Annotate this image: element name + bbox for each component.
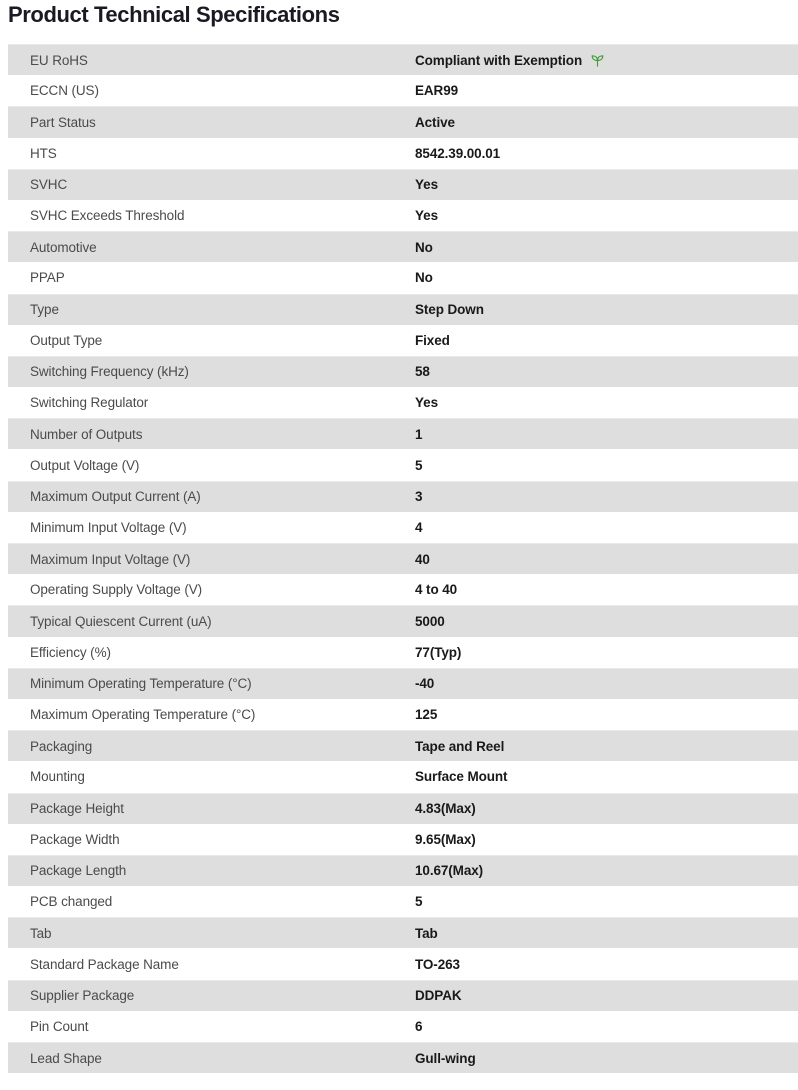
spec-label: Automotive xyxy=(30,239,97,255)
table-row xyxy=(8,1011,798,1042)
spec-value-text: EAR99 xyxy=(415,83,459,99)
spec-value xyxy=(415,552,798,567)
spec-value-text: Yes xyxy=(415,177,438,193)
spec-value-text: TO-263 xyxy=(415,956,460,972)
table-row xyxy=(8,730,798,761)
spec-label: PPAP xyxy=(30,270,65,286)
table-row xyxy=(8,481,798,512)
table-row xyxy=(8,262,798,293)
spec-value-text: 58 xyxy=(415,364,430,380)
spec-value-text: Active xyxy=(415,114,455,130)
spec-value-text: 5 xyxy=(415,894,423,910)
spec-value-text: 125 xyxy=(415,707,438,723)
spec-label: Supplier Package xyxy=(30,988,135,1004)
spec-value-text: Gull-wing xyxy=(415,1050,476,1066)
spec-value-text: 5000 xyxy=(415,613,445,629)
spec-value xyxy=(415,707,798,722)
table-row xyxy=(8,855,798,886)
spec-label: Switching Frequency (kHz) xyxy=(30,364,189,380)
spec-label: Tab xyxy=(30,925,52,941)
table-row xyxy=(8,699,798,730)
table-row xyxy=(8,356,798,387)
table-row xyxy=(8,574,798,605)
spec-value-text: 4 to 40 xyxy=(415,582,458,598)
spec-value xyxy=(415,302,798,317)
spec-value xyxy=(415,427,798,442)
spec-value xyxy=(415,83,798,98)
spec-label: Packaging xyxy=(30,738,93,754)
spec-value-text: 9.65(Max) xyxy=(415,831,476,847)
spec-label: Output Type xyxy=(30,332,103,348)
page-title: Product Technical Specifications xyxy=(8,2,340,27)
table-row xyxy=(8,169,798,200)
spec-value xyxy=(415,240,798,255)
spec-label: Operating Supply Voltage (V) xyxy=(30,582,203,598)
spec-value xyxy=(415,614,798,629)
spec-value xyxy=(415,270,798,285)
table-row xyxy=(8,886,798,917)
table-row xyxy=(8,543,798,574)
spec-value xyxy=(415,364,798,379)
spec-value-text: No xyxy=(415,239,433,255)
spec-value xyxy=(415,957,798,972)
spec-value-text: Yes xyxy=(415,395,438,411)
leaf-icon xyxy=(589,52,605,68)
table-row xyxy=(8,418,798,449)
spec-value xyxy=(415,115,798,130)
spec-value-text: 4.83(Max) xyxy=(415,801,476,817)
spec-value-text: Tape and Reel xyxy=(415,738,505,754)
spec-value xyxy=(415,1051,798,1066)
table-row xyxy=(8,824,798,855)
spec-value-text: -40 xyxy=(415,676,435,692)
spec-value xyxy=(415,769,798,784)
table-row xyxy=(8,1042,798,1073)
spec-label: HTS xyxy=(30,145,57,161)
spec-label: SVHC Exceeds Threshold xyxy=(30,208,185,224)
spec-value xyxy=(415,582,798,597)
spec-label: PCB changed xyxy=(30,894,113,910)
table-row xyxy=(8,668,798,699)
table-row xyxy=(8,917,798,948)
spec-value xyxy=(415,926,798,941)
spec-value xyxy=(415,801,798,816)
spec-value-text: Tab xyxy=(415,925,438,941)
spec-value xyxy=(415,177,798,192)
spec-value xyxy=(415,458,798,473)
spec-value xyxy=(415,520,798,535)
spec-label: Minimum Operating Temperature (°C) xyxy=(30,676,252,692)
spec-value-text: 6 xyxy=(415,1018,423,1034)
spec-label: Maximum Operating Temperature (°C) xyxy=(30,707,256,723)
spec-value-text: Yes xyxy=(415,208,438,224)
table-row xyxy=(8,637,798,668)
spec-label: Pin Count xyxy=(30,1018,89,1034)
table-row xyxy=(8,294,798,325)
spec-value-text: 77(Typ) xyxy=(415,644,462,660)
spec-label: Mounting xyxy=(30,769,85,785)
table-row xyxy=(8,793,798,824)
spec-value xyxy=(415,208,798,223)
spec-label: Minimum Input Voltage (V) xyxy=(30,519,187,535)
spec-value-text: 10.67(Max) xyxy=(415,863,484,879)
table-row xyxy=(8,200,798,231)
spec-label: Switching Regulator xyxy=(30,395,149,411)
spec-label: Package Width xyxy=(30,831,120,847)
spec-label: Standard Package Name xyxy=(30,956,179,972)
spec-value-text: Fixed xyxy=(415,332,450,348)
spec-label: Typical Quiescent Current (uA) xyxy=(30,613,212,629)
table-row xyxy=(8,44,798,75)
spec-label: ECCN (US) xyxy=(30,83,99,99)
spec-value xyxy=(415,146,798,161)
spec-label: Package Length xyxy=(30,863,127,879)
table-row xyxy=(8,761,798,792)
table-row xyxy=(8,512,798,543)
spec-value-text: 1 xyxy=(415,426,423,442)
table-row xyxy=(8,231,798,262)
spec-value xyxy=(415,333,798,348)
spec-label: Output Voltage (V) xyxy=(30,457,140,473)
spec-value xyxy=(415,489,798,504)
spec-label: EU RoHS xyxy=(30,52,88,68)
table-row xyxy=(8,325,798,356)
spec-label: Maximum Output Current (A) xyxy=(30,489,201,505)
spec-label: Number of Outputs xyxy=(30,426,143,442)
spec-value-text: Step Down xyxy=(415,302,484,318)
spec-value xyxy=(415,645,798,660)
table-row xyxy=(8,138,798,169)
spec-value xyxy=(415,395,798,410)
spec-label: Part Status xyxy=(30,114,96,130)
spec-label: Type xyxy=(30,302,59,318)
spec-value xyxy=(415,1019,798,1034)
spec-label: Maximum Input Voltage (V) xyxy=(30,551,191,567)
spec-table xyxy=(8,44,798,1073)
spec-value xyxy=(415,894,798,909)
table-row xyxy=(8,948,798,979)
spec-value-text: 5 xyxy=(415,457,423,473)
spec-label: Package Height xyxy=(30,801,124,817)
spec-value-text: 4 xyxy=(415,519,423,535)
spec-value-text: 8542.39.00.01 xyxy=(415,145,501,161)
spec-value-text: Surface Mount xyxy=(415,769,508,785)
spec-value xyxy=(415,832,798,847)
spec-value-text: No xyxy=(415,270,433,286)
table-row xyxy=(8,449,798,480)
spec-label: Efficiency (%) xyxy=(30,644,111,660)
table-row xyxy=(8,980,798,1011)
table-row xyxy=(8,106,798,137)
spec-value xyxy=(415,863,798,878)
table-row xyxy=(8,75,798,106)
spec-value-text: Compliant with Exemption xyxy=(415,52,583,68)
spec-value xyxy=(415,988,798,1003)
spec-label: SVHC xyxy=(30,177,68,193)
spec-value xyxy=(415,739,798,754)
table-row xyxy=(8,605,798,636)
table-row xyxy=(8,387,798,418)
spec-value-text: 3 xyxy=(415,489,423,505)
spec-value xyxy=(415,676,798,691)
spec-value-text: 40 xyxy=(415,551,430,567)
spec-value xyxy=(415,52,798,68)
spec-label: Lead Shape xyxy=(30,1050,102,1066)
spec-value-text: DDPAK xyxy=(415,988,462,1004)
